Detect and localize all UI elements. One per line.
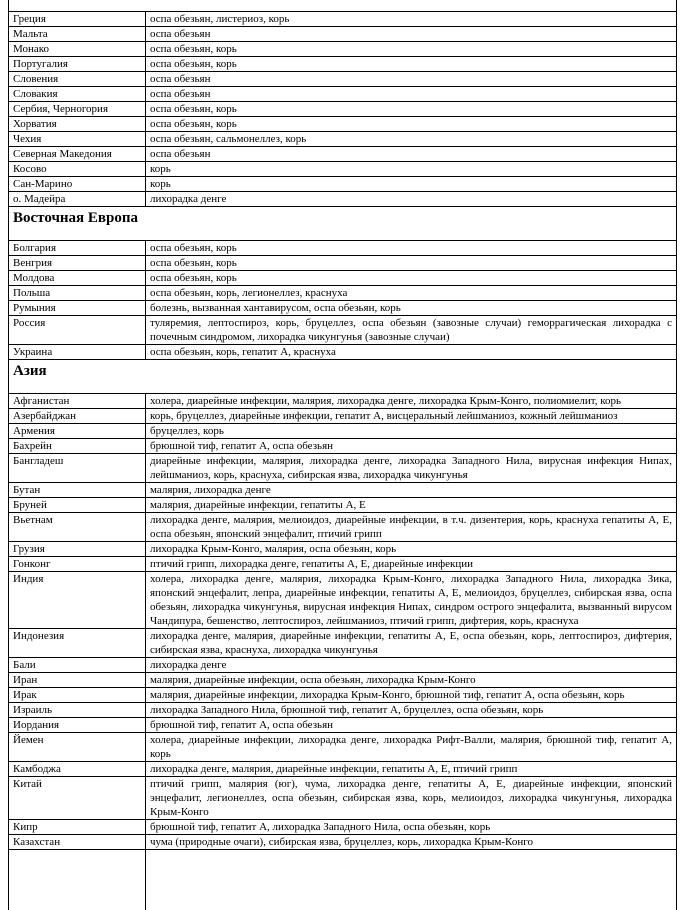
diseases-cell: корь (146, 162, 677, 177)
table-row (9, 762, 677, 777)
country-cell: Камбоджа (9, 762, 146, 777)
table-row (9, 12, 677, 27)
table-row (9, 409, 677, 424)
table-row (9, 117, 677, 132)
table-row (9, 820, 677, 835)
country-cell: Сан-Марино (9, 177, 146, 192)
country-cell: Монако (9, 42, 146, 57)
table-row (9, 192, 677, 207)
country-cell: Грузия (9, 542, 146, 557)
diseases-cell: болезнь, вызванная хантавирусом, оспа обезьян, корь (146, 301, 677, 316)
country-cell: Молдова (9, 271, 146, 286)
diseases-cell: холера, диарейные инфекции, лихорадка денге, лихорадка Рифт-Валли, малярия, брюшной тиф, гепатит А, корь (146, 733, 677, 762)
country-cell: Словакия (9, 87, 146, 102)
table-row (9, 777, 677, 820)
diseases-cell: оспа обезьян (146, 87, 677, 102)
country-cell: Бруней (9, 498, 146, 513)
diseases-cell: оспа обезьян, корь (146, 42, 677, 57)
diseases-cell: лихорадка Западного Нила, брюшной тиф, гепатит А, бруцеллез, оспа обезьян, корь (146, 703, 677, 718)
diseases-cell: оспа обезьян, корь (146, 256, 677, 271)
country-cell: Ирак (9, 688, 146, 703)
diseases-cell: лихорадка денге, малярия, диарейные инфекции, гепатиты А, Е, птичий грипп (146, 762, 677, 777)
diseases-cell: малярия, диарейные инфекции, оспа обезьян, лихорадка Крым-Конго (146, 673, 677, 688)
diseases-cell: оспа обезьян (146, 147, 677, 162)
diseases-cell: брюшной тиф, гепатит А, лихорадка Западного Нила, оспа обезьян, корь (146, 820, 677, 835)
table-row (9, 394, 677, 409)
country-cell: Индия (9, 572, 146, 629)
diseases-cell: чума (природные очаги), сибирская язва, бруцеллез, корь, лихорадка Крым-Конго (146, 835, 677, 850)
country-cell: о. Мадейра (9, 192, 146, 207)
diseases-cell: лихорадка Крым-Конго, малярия, оспа обезьян, корь (146, 542, 677, 557)
table-row (9, 256, 677, 271)
table-row (9, 102, 677, 117)
country-cell: Индонезия (9, 629, 146, 658)
table-row (9, 513, 677, 542)
diseases-cell: лихорадка денге (146, 658, 677, 673)
country-cell: Польша (9, 286, 146, 301)
table-row (9, 673, 677, 688)
table-row (9, 27, 677, 42)
table-row (9, 733, 677, 762)
country-cell: Болгария (9, 241, 146, 256)
country-cell: Армения (9, 424, 146, 439)
country-cell: Израиль (9, 703, 146, 718)
diseases-cell: малярия, диарейные инфекции, лихорадка Крым-Конго, брюшной тиф, гепатит А, оспа обезьян, корь (146, 688, 677, 703)
country-cell: Иордания (9, 718, 146, 733)
diseases-cell: оспа обезьян (146, 72, 677, 87)
country-cell: Словения (9, 72, 146, 87)
table-row (9, 241, 677, 256)
diseases-cell: птичий грипп, лихорадка денге, гепатиты А, Е, диарейные инфекции (146, 557, 677, 572)
table-row (9, 286, 677, 301)
diseases-cell: бруцеллез, корь (146, 424, 677, 439)
table-row (9, 498, 677, 513)
table-row (9, 271, 677, 286)
country-cell: Иран (9, 673, 146, 688)
diseases-cell: птичий грипп, малярия (юг), чума, лихорадка денге, гепатиты А, Е, диарейные инфекции, японский энцефалит, легионеллез, оспа обезьян, сибирская язва, корь, мелиоидоз, лихорадка чикунгунья, лихорадка Крым-Конго (146, 777, 677, 820)
table-row (9, 162, 677, 177)
country-cell: Чехия (9, 132, 146, 147)
country-cell: Украина (9, 345, 146, 360)
table-row (9, 301, 677, 316)
country-cell: Хорватия (9, 117, 146, 132)
diseases-cell: оспа обезьян (146, 27, 677, 42)
country-cell: Бутан (9, 483, 146, 498)
country-cell: Казахстан (9, 835, 146, 850)
country-cell: Бахрейн (9, 439, 146, 454)
table-row (9, 147, 677, 162)
diseases-cell: оспа обезьян, корь, легионеллез, краснуха (146, 286, 677, 301)
country-cell: Кипр (9, 820, 146, 835)
diseases-cell: оспа обезьян, корь (146, 102, 677, 117)
table-row (9, 688, 677, 703)
diseases-cell: лихорадка денге, малярия, мелиоидоз, диарейные инфекции, в т.ч. дизентерия, корь, краснуха гепатиты А, Е, оспа обезьян, японский энцефалит, птичий грипп (146, 513, 677, 542)
diseases-cell: оспа обезьян, сальмонеллез, корь (146, 132, 677, 147)
table-row (9, 454, 677, 483)
section-header: Восточная Европа (9, 207, 677, 241)
country-cell: Северная Македония (9, 147, 146, 162)
diseases-cell: оспа обезьян, корь, гепатит А, краснуха (146, 345, 677, 360)
country-cell: Сербия, Черногория (9, 102, 146, 117)
table-row (9, 72, 677, 87)
diseases-cell: оспа обезьян, корь (146, 241, 677, 256)
country-cell: Греция (9, 12, 146, 27)
diseases-cell: лихорадка денге, малярия, диарейные инфекции, гепатиты А, Е, оспа обезьян, корь, лептоспироз, дифтерия, сибирская язва, краснуха, лихорадка чикунгунья (146, 629, 677, 658)
diseases-cell: брюшной тиф, гепатит А, оспа обезьян (146, 439, 677, 454)
table-row (9, 316, 677, 345)
country-cell: Бангладеш (9, 454, 146, 483)
diseases-cell: оспа обезьян, корь (146, 117, 677, 132)
diseases-cell: брюшной тиф, гепатит А, оспа обезьян (146, 718, 677, 733)
country-cell: Бали (9, 658, 146, 673)
table-row (9, 557, 677, 572)
section-header: Азия (9, 360, 677, 394)
table-row (9, 424, 677, 439)
diseases-cell: оспа обезьян, корь (146, 57, 677, 72)
table-row (9, 483, 677, 498)
table-row (9, 835, 677, 850)
table-row (9, 345, 677, 360)
table-row (9, 132, 677, 147)
table-row (9, 658, 677, 673)
country-cell: Вьетнам (9, 513, 146, 542)
country-cell: Мальта (9, 27, 146, 42)
country-cell: Афганистан (9, 394, 146, 409)
table-row (9, 177, 677, 192)
diseases-cell: туляремия, лептоспироз, корь, бруцеллез, оспа обезьян (завозные случаи) геморрагическая лихорадка с почечным синдромом, лихорадка чикунгунья (завозные случаи) (146, 316, 677, 345)
country-cell: Гонконг (9, 557, 146, 572)
diseases-cell: холера, лихорадка денге, малярия, лихорадка Крым-Конго, лихорадка Западного Нила, лихорадка Зика, японский энцефалит, лепра, диарейные инфекции, гепатиты А, Е, мелиоидоз, бруцеллез, сибирская язва, оспа обезьян, лихорадка чикунгунья, вирусная инфекция Нипах, синдром острого энцефалита, вызванный вирусом Чандипура, бешенство, лептоспироз, лейшманиоз, птичий грипп, дифтерия, корь, краснуха (146, 572, 677, 629)
section-header-row (9, 360, 677, 394)
table-border-stub-top (8, 0, 677, 11)
country-cell: Португалия (9, 57, 146, 72)
table-row (9, 439, 677, 454)
table-row (9, 703, 677, 718)
country-cell: Россия (9, 316, 146, 345)
table-row (9, 42, 677, 57)
disease-table-body (9, 12, 677, 850)
country-cell: Китай (9, 777, 146, 820)
diseases-cell: корь, бруцеллез, диарейные инфекции, гепатит А, висцеральный лейшманиоз, кожный лейшманиоз (146, 409, 677, 424)
diseases-cell: лихорадка денге (146, 192, 677, 207)
diseases-cell: малярия, диарейные инфекции, гепатиты А, Е (146, 498, 677, 513)
country-cell: Йемен (9, 733, 146, 762)
diseases-cell: малярия, лихорадка денге (146, 483, 677, 498)
country-cell: Румыния (9, 301, 146, 316)
table-row (9, 87, 677, 102)
diseases-cell: корь (146, 177, 677, 192)
table-row (9, 629, 677, 658)
table-row (9, 542, 677, 557)
table-row (9, 572, 677, 629)
country-cell: Азербайджан (9, 409, 146, 424)
diseases-cell: диарейные инфекции, малярия, лихорадка денге, лихорадка Западного Нила, вирусная инфекция Нипах, лейшманиоз, корь, краснуха, сибирская язва, лихорадка чикунгунья (146, 454, 677, 483)
disease-table (8, 11, 677, 850)
table-row (9, 718, 677, 733)
country-cell: Косово (9, 162, 146, 177)
table-border-stub-bottom (8, 850, 677, 910)
table-row (9, 57, 677, 72)
diseases-cell: оспа обезьян, корь (146, 271, 677, 286)
diseases-cell: холера, диарейные инфекции, малярия, лихорадка денге, лихорадка Крым-Конго, полиомиелит, корь (146, 394, 677, 409)
diseases-cell: оспа обезьян, листериоз, корь (146, 12, 677, 27)
section-header-row (9, 207, 677, 241)
column-divider-stub (145, 850, 146, 910)
country-cell: Венгрия (9, 256, 146, 271)
